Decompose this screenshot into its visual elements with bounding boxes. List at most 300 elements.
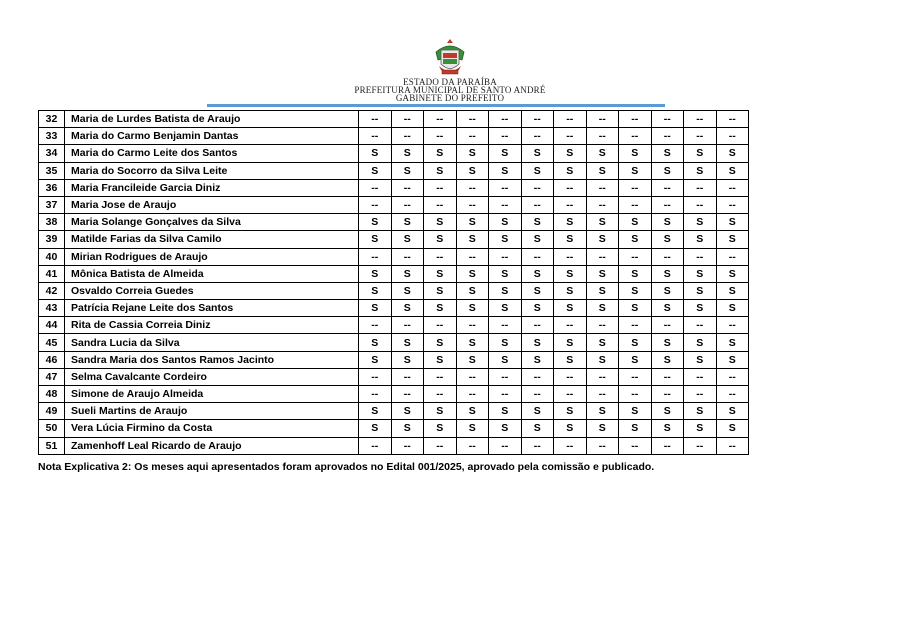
month-mark: S (456, 231, 489, 248)
person-name: Patrícia Rejane Leite dos Santos (65, 300, 359, 317)
row-number: 38 (39, 214, 65, 231)
month-mark: S (619, 162, 652, 179)
month-mark: S (359, 300, 392, 317)
month-mark: S (554, 420, 587, 437)
month-mark: S (586, 231, 619, 248)
month-mark: -- (684, 179, 717, 196)
month-mark: -- (521, 437, 554, 454)
month-mark: S (489, 403, 522, 420)
month-mark: -- (651, 196, 684, 213)
month-mark: -- (651, 179, 684, 196)
month-mark: S (684, 403, 717, 420)
month-mark: -- (716, 196, 749, 213)
person-name: Matilde Farias da Silva Camilo (65, 231, 359, 248)
month-mark: S (554, 282, 587, 299)
month-mark: -- (651, 317, 684, 334)
month-mark: -- (521, 386, 554, 403)
month-mark: -- (456, 111, 489, 128)
month-mark: S (456, 403, 489, 420)
month-mark: -- (586, 111, 619, 128)
month-mark: S (391, 420, 424, 437)
month-mark: -- (489, 196, 522, 213)
month-mark: -- (619, 248, 652, 265)
person-name: Mônica Batista de Almeida (65, 265, 359, 282)
month-mark: -- (391, 179, 424, 196)
month-mark: -- (521, 128, 554, 145)
month-mark: S (684, 282, 717, 299)
month-mark: S (391, 145, 424, 162)
month-mark: -- (489, 317, 522, 334)
month-mark: S (586, 334, 619, 351)
month-mark: S (684, 265, 717, 282)
month-mark: -- (651, 248, 684, 265)
month-mark: S (619, 145, 652, 162)
row-number: 33 (39, 128, 65, 145)
month-mark: S (359, 265, 392, 282)
header-state: ESTADO DA PARAÍBA (403, 77, 497, 87)
month-mark: -- (359, 179, 392, 196)
row-number: 42 (39, 282, 65, 299)
person-name: Maria do Socorro da Silva Leite (65, 162, 359, 179)
month-mark: S (684, 351, 717, 368)
month-mark: -- (424, 179, 457, 196)
month-mark: S (489, 162, 522, 179)
month-mark: -- (554, 368, 587, 385)
month-mark: S (456, 265, 489, 282)
month-mark: S (684, 145, 717, 162)
month-mark: -- (456, 437, 489, 454)
month-mark: -- (554, 111, 587, 128)
month-mark: -- (684, 196, 717, 213)
month-mark: -- (424, 111, 457, 128)
month-mark: -- (716, 386, 749, 403)
month-mark: -- (391, 248, 424, 265)
month-mark: -- (489, 437, 522, 454)
month-mark: S (359, 231, 392, 248)
month-mark: S (619, 282, 652, 299)
month-mark: S (554, 214, 587, 231)
month-mark: S (424, 214, 457, 231)
month-mark: S (359, 420, 392, 437)
month-mark: S (424, 162, 457, 179)
month-mark: -- (586, 368, 619, 385)
month-mark: S (586, 162, 619, 179)
month-mark: -- (489, 179, 522, 196)
header-office: GABINETE DO PREFEITO (395, 93, 505, 103)
month-mark: -- (359, 386, 392, 403)
month-mark: -- (554, 179, 587, 196)
month-mark: S (521, 282, 554, 299)
month-mark: S (586, 403, 619, 420)
month-mark: -- (554, 128, 587, 145)
month-mark: S (456, 214, 489, 231)
month-mark: S (554, 231, 587, 248)
month-mark: -- (391, 111, 424, 128)
month-mark: S (489, 282, 522, 299)
month-mark: -- (424, 196, 457, 213)
month-mark: S (619, 420, 652, 437)
month-mark: S (391, 334, 424, 351)
row-number: 32 (39, 111, 65, 128)
month-mark: -- (359, 111, 392, 128)
month-mark: -- (619, 196, 652, 213)
month-mark: -- (359, 196, 392, 213)
month-mark: S (521, 265, 554, 282)
row-number: 43 (39, 300, 65, 317)
month-mark: -- (651, 368, 684, 385)
row-number: 49 (39, 403, 65, 420)
month-mark: -- (456, 317, 489, 334)
table-row (39, 403, 749, 420)
month-mark: S (619, 334, 652, 351)
month-mark: -- (619, 437, 652, 454)
month-mark: -- (586, 317, 619, 334)
month-mark: S (424, 403, 457, 420)
table-row (39, 420, 749, 437)
row-number: 45 (39, 334, 65, 351)
month-mark: -- (684, 248, 717, 265)
month-mark: -- (554, 317, 587, 334)
table-row (39, 334, 749, 351)
month-mark: S (359, 145, 392, 162)
month-mark: -- (554, 386, 587, 403)
month-mark: -- (684, 437, 717, 454)
month-mark: S (489, 265, 522, 282)
month-mark: S (716, 214, 749, 231)
month-mark: -- (619, 368, 652, 385)
month-mark: S (489, 334, 522, 351)
month-mark: -- (684, 368, 717, 385)
month-mark: -- (586, 248, 619, 265)
month-mark: S (619, 265, 652, 282)
month-mark: -- (424, 386, 457, 403)
month-mark: S (521, 420, 554, 437)
month-mark: -- (359, 128, 392, 145)
month-mark: -- (391, 386, 424, 403)
month-mark: S (554, 334, 587, 351)
month-mark: S (651, 351, 684, 368)
month-mark: S (521, 403, 554, 420)
month-mark: S (391, 231, 424, 248)
month-mark: -- (456, 179, 489, 196)
month-mark: -- (684, 111, 717, 128)
month-mark: S (424, 420, 457, 437)
row-number: 51 (39, 437, 65, 454)
month-mark: -- (489, 111, 522, 128)
month-mark: S (391, 351, 424, 368)
month-mark: S (651, 334, 684, 351)
person-name: Maria Francileide Garcia Diniz (65, 179, 359, 196)
month-mark: S (716, 231, 749, 248)
month-mark: S (619, 351, 652, 368)
month-mark: S (554, 351, 587, 368)
row-number: 39 (39, 231, 65, 248)
month-mark: -- (716, 248, 749, 265)
month-mark: S (521, 214, 554, 231)
month-mark: -- (391, 437, 424, 454)
month-mark: -- (586, 128, 619, 145)
month-mark: S (619, 300, 652, 317)
month-mark: S (359, 334, 392, 351)
row-number: 40 (39, 248, 65, 265)
month-mark: -- (391, 196, 424, 213)
letterhead (0, 36, 900, 102)
month-mark: -- (716, 437, 749, 454)
header-prefecture: PREFEITURA MUNICIPAL DE SANTO ANDRÉ (354, 85, 546, 95)
month-mark: S (456, 145, 489, 162)
month-mark: S (554, 265, 587, 282)
month-mark: S (554, 162, 587, 179)
row-number: 44 (39, 317, 65, 334)
month-mark: S (359, 403, 392, 420)
month-mark: -- (424, 317, 457, 334)
table-row (39, 162, 749, 179)
month-mark: S (716, 162, 749, 179)
table-row (39, 196, 749, 213)
roster-body (39, 111, 749, 455)
month-mark: S (489, 214, 522, 231)
month-mark: S (586, 300, 619, 317)
month-mark: -- (456, 368, 489, 385)
row-number: 46 (39, 351, 65, 368)
month-mark: S (586, 420, 619, 437)
month-mark: S (521, 162, 554, 179)
month-mark: S (359, 162, 392, 179)
table-row (39, 248, 749, 265)
month-mark: -- (619, 386, 652, 403)
month-mark: -- (586, 386, 619, 403)
month-mark: S (359, 282, 392, 299)
month-mark: -- (684, 317, 717, 334)
month-mark: S (684, 420, 717, 437)
month-mark: S (716, 265, 749, 282)
month-mark: -- (586, 437, 619, 454)
month-mark: S (586, 282, 619, 299)
month-mark: S (619, 231, 652, 248)
table-row (39, 265, 749, 282)
month-mark: -- (586, 196, 619, 213)
month-mark: S (619, 214, 652, 231)
month-mark: -- (456, 196, 489, 213)
month-mark: S (554, 145, 587, 162)
month-mark: S (391, 214, 424, 231)
month-mark: -- (716, 368, 749, 385)
row-number: 48 (39, 386, 65, 403)
month-mark: S (424, 282, 457, 299)
month-mark: S (489, 145, 522, 162)
month-mark: S (554, 403, 587, 420)
month-mark: -- (424, 368, 457, 385)
person-name: Maria Jose de Araujo (65, 196, 359, 213)
month-mark: -- (359, 437, 392, 454)
month-mark: -- (489, 386, 522, 403)
table-row (39, 111, 749, 128)
month-mark: -- (359, 317, 392, 334)
table-row (39, 231, 749, 248)
month-mark: S (651, 282, 684, 299)
table-row (39, 145, 749, 162)
month-mark: S (716, 282, 749, 299)
person-name: Osvaldo Correia Guedes (65, 282, 359, 299)
month-mark: -- (619, 128, 652, 145)
month-mark: -- (716, 111, 749, 128)
month-mark: S (651, 145, 684, 162)
person-name: Sueli Martins de Araujo (65, 403, 359, 420)
month-mark: S (716, 420, 749, 437)
month-mark: -- (489, 368, 522, 385)
month-mark: S (716, 403, 749, 420)
month-mark: -- (619, 179, 652, 196)
table-row (39, 351, 749, 368)
month-mark: -- (586, 179, 619, 196)
month-mark: S (684, 334, 717, 351)
month-mark: S (586, 265, 619, 282)
month-mark: S (586, 214, 619, 231)
month-mark: -- (651, 111, 684, 128)
row-number: 41 (39, 265, 65, 282)
month-mark: S (391, 265, 424, 282)
month-mark: S (424, 351, 457, 368)
person-name: Selma Cavalcante Cordeiro (65, 368, 359, 385)
row-number: 47 (39, 368, 65, 385)
month-mark: -- (651, 437, 684, 454)
month-mark: S (489, 300, 522, 317)
table-row (39, 437, 749, 454)
month-mark: -- (424, 128, 457, 145)
month-mark: S (586, 351, 619, 368)
month-mark: S (684, 231, 717, 248)
month-mark: S (391, 162, 424, 179)
month-mark: -- (391, 317, 424, 334)
month-mark: S (424, 231, 457, 248)
month-mark: S (489, 420, 522, 437)
person-name: Vera Lúcia Firmino da Costa (65, 420, 359, 437)
person-name: Rita de Cassia Correia Diniz (65, 317, 359, 334)
month-mark: -- (521, 317, 554, 334)
table-row (39, 317, 749, 334)
month-mark: S (619, 403, 652, 420)
person-name: Simone de Araujo Almeida (65, 386, 359, 403)
month-mark: S (424, 145, 457, 162)
municipal-crest-icon (429, 36, 471, 78)
table-row (39, 179, 749, 196)
month-mark: S (359, 351, 392, 368)
month-mark: S (651, 265, 684, 282)
month-mark: -- (456, 128, 489, 145)
month-mark: S (456, 162, 489, 179)
month-mark: S (716, 145, 749, 162)
month-mark: S (554, 300, 587, 317)
month-mark: -- (424, 437, 457, 454)
month-mark: S (391, 282, 424, 299)
month-mark: S (489, 351, 522, 368)
row-number: 34 (39, 145, 65, 162)
month-mark: -- (521, 196, 554, 213)
explanatory-note: Nota Explicativa 2: Os meses aqui apresentados foram aprovados no Edital 001/2025, aprovado pela comissão e publicado. (38, 461, 655, 473)
month-mark: -- (651, 128, 684, 145)
month-mark: S (391, 300, 424, 317)
month-mark: S (359, 214, 392, 231)
month-mark: S (391, 403, 424, 420)
month-mark: S (651, 403, 684, 420)
month-mark: S (586, 145, 619, 162)
month-mark: -- (489, 128, 522, 145)
month-mark: S (521, 145, 554, 162)
month-mark: -- (716, 179, 749, 196)
month-mark: -- (489, 248, 522, 265)
month-mark: S (456, 334, 489, 351)
month-mark: -- (554, 248, 587, 265)
month-mark: S (684, 162, 717, 179)
month-mark: -- (716, 128, 749, 145)
month-mark: -- (651, 386, 684, 403)
month-mark: -- (521, 248, 554, 265)
person-name: Sandra Maria dos Santos Ramos Jacinto (65, 351, 359, 368)
month-mark: -- (554, 437, 587, 454)
row-number: 37 (39, 196, 65, 213)
month-mark: -- (521, 111, 554, 128)
month-mark: S (424, 265, 457, 282)
month-mark: -- (359, 368, 392, 385)
month-mark: -- (456, 248, 489, 265)
month-mark: S (521, 231, 554, 248)
month-mark: -- (391, 368, 424, 385)
month-mark: -- (424, 248, 457, 265)
row-number: 36 (39, 179, 65, 196)
month-mark: -- (359, 248, 392, 265)
person-name: Maria do Carmo Benjamin Dantas (65, 128, 359, 145)
month-mark: -- (521, 179, 554, 196)
row-number: 35 (39, 162, 65, 179)
month-mark: -- (684, 386, 717, 403)
month-mark: S (456, 351, 489, 368)
month-mark: S (424, 300, 457, 317)
month-mark: S (684, 214, 717, 231)
month-mark: S (424, 334, 457, 351)
table-row (39, 282, 749, 299)
month-mark: -- (716, 317, 749, 334)
month-mark: S (521, 334, 554, 351)
table-row (39, 386, 749, 403)
month-mark: S (651, 214, 684, 231)
month-mark: -- (391, 128, 424, 145)
month-mark: S (651, 300, 684, 317)
month-mark: -- (554, 196, 587, 213)
month-mark: S (651, 231, 684, 248)
row-number: 50 (39, 420, 65, 437)
table-row (39, 300, 749, 317)
table-row (39, 214, 749, 231)
month-mark: S (489, 231, 522, 248)
header-divider (207, 104, 665, 107)
month-mark: S (651, 420, 684, 437)
month-mark: S (716, 351, 749, 368)
month-mark: S (456, 420, 489, 437)
month-mark: -- (521, 368, 554, 385)
person-name: Maria de Lurdes Batista de Araujo (65, 111, 359, 128)
person-name: Sandra Lucia da Silva (65, 334, 359, 351)
month-mark: -- (619, 317, 652, 334)
month-mark: S (521, 351, 554, 368)
month-mark: S (456, 300, 489, 317)
month-mark: -- (456, 386, 489, 403)
person-name: Zamenhoff Leal Ricardo de Araujo (65, 437, 359, 454)
month-mark: S (684, 300, 717, 317)
table-row (39, 128, 749, 145)
roster-table (38, 110, 749, 455)
table-row (39, 368, 749, 385)
month-mark: S (651, 162, 684, 179)
